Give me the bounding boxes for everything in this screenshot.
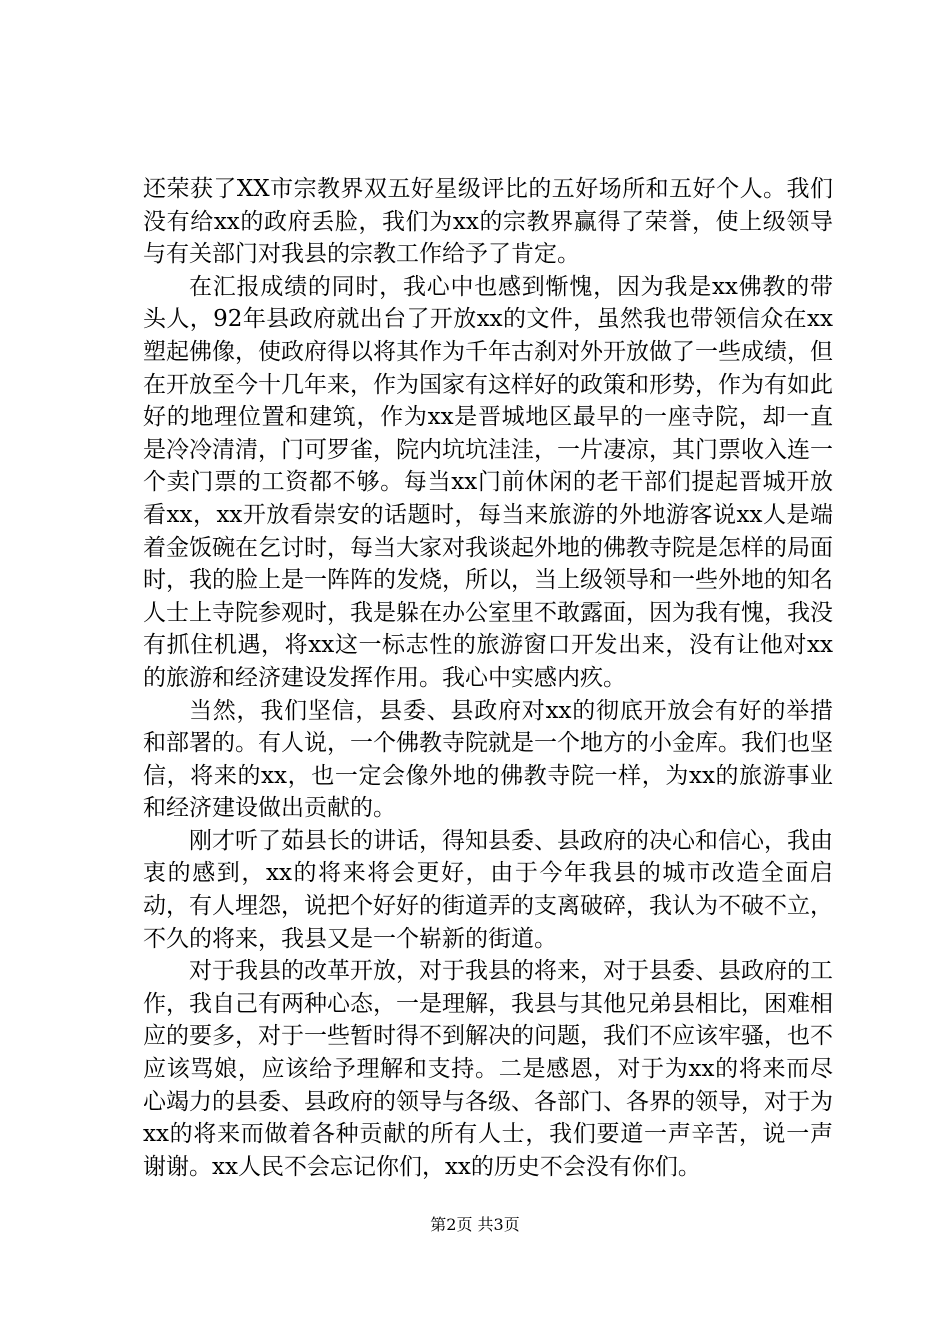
document-body (143, 173, 833, 1183)
paragraph-1: 还荣获了XX市宗教界双五好星级评比的五好场所和五好个人。我们没有给xx的政府丢脸，我们为xx的宗教界赢得了荣誉，使上级领导与有关部门对我县的宗教工作给予了肯定。 (143, 176, 833, 268)
page-number-footer: 第2页 共3页 (430, 1215, 520, 1234)
paragraph-3: 当然，我们坚信，县委、县政府对xx的彻底开放会有好的举措和部署的。有人说，一个佛教寺院就是一个地方的小金库。我们也坚信，将来的xx，也一定会像外地的佛教寺院一样，为xx的旅游事业和经济建设做出贡献的。 (143, 697, 833, 822)
paragraph-4: 刚才听了茹县长的讲话，得知县委、县政府的决心和信心，我由衷的感到，xx的将来将会更好，由于今年我县的城市改造全面启动，有人埋怨，说把个好好的街道弄的支离破碎，我认为不破不立，不久的将来，我县又是一个崭新的街道。 (143, 827, 833, 952)
paragraph-2: 在汇报成绩的同时，我心中也感到惭愧，因为我是xx佛教的带头人，92年县政府就出台了开放xx的文件，虽然我也带领信众在xx塑起佛像，使政府得以将其作为千年古刹对外开放做了一些成绩，但在开放至今十几年来，作为国家有这样好的政策和形势，作为有如此好的地理位置和建筑，作为xx是晋城地区最早的一座寺院，却一直是冷冷清清，门可罗雀，院内坑坑洼洼，一片凄凉，其门票收入连一个卖门票的工资都不够。每当xx门前休闲的老干部们提起晋城开放看xx，xx开放看崇安的话题时，每当来旅游的外地游客说xx人是端着金饭碗在乞讨时，每当大家对我谈起外地的佛教寺院是怎样的局面时，我的脸上是一阵阵的发烧，所以，当上级领导和一些外地的知名人士上寺院参观时，我是躲在办公室里不敢露面，因为我有愧，我没有抓住机遇，将xx这一标志性的旅游窗口开发出来，没有让他对xx的旅游和经济建设发挥作用。我心中实感内疚。 (143, 273, 833, 691)
paragraph-5: 对于我县的改革开放，对于我县的将来，对于县委、县政府的工作，我自己有两种心态，一是理解，我县与其他兄弟县相比，困难相应的要多，对于一些暂时得不到解决的问题，我们不应该牢骚，也不应该骂娘，应该给予理解和支持。二是感恩，对于为xx的将来而尽心竭力的县委、县政府的领导与各级、各部门、各界的领导，对于为xx的将来而做着各种贡献的所有人士，我们要道一声辛苦，说一声谢谢。xx人民不会忘记你们，xx的历史不会没有你们。 (143, 958, 833, 1180)
